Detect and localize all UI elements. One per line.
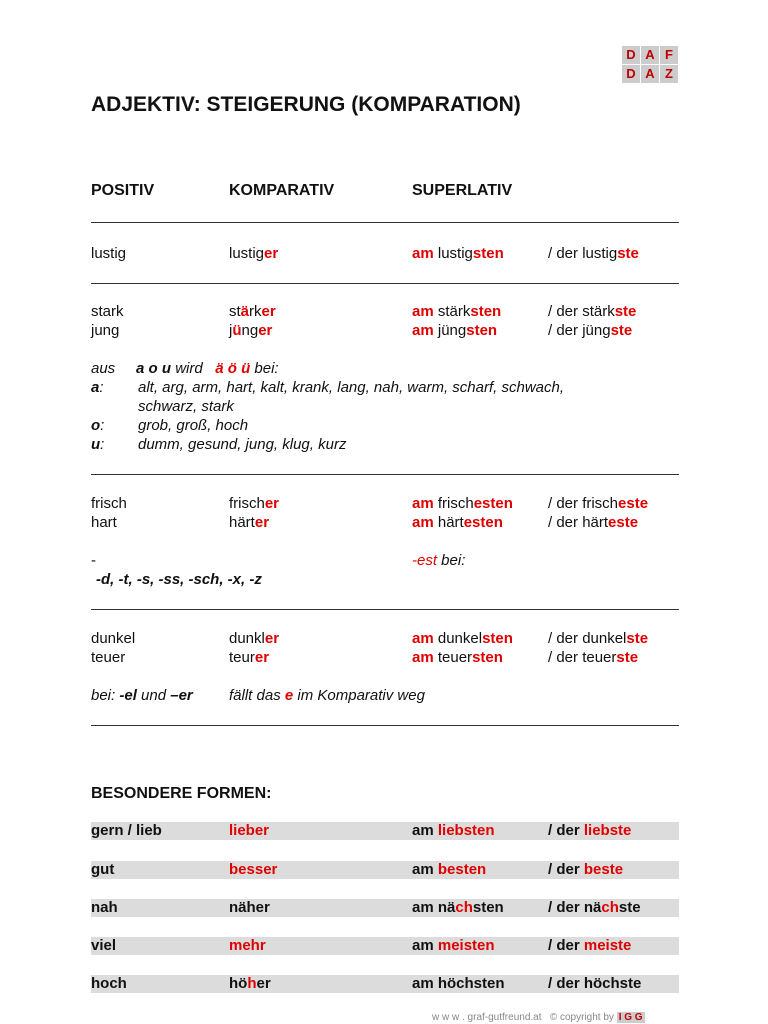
- umlaut-list-o: grob, groß, hoch: [138, 417, 249, 434]
- komparativ-staerker: stärker: [229, 303, 276, 320]
- form-komp-besser: besser: [229, 861, 278, 878]
- komparativ-lustiger: lustiger: [229, 245, 279, 262]
- superlativ-staerksten: am stärksten: [412, 303, 502, 320]
- umlaut-label-a: a:: [91, 379, 104, 396]
- form-pos-gern: gern / lieb: [91, 822, 162, 839]
- est-note: -est bei:: [412, 552, 466, 569]
- form-art-liebste: / der liebste: [548, 822, 632, 839]
- logo-letter: D: [622, 65, 640, 83]
- form-art-hoechste: / der höchste: [548, 975, 642, 992]
- logo-letter: D: [622, 46, 640, 64]
- footer-url[interactable]: w w w . graf-gutfreund.at: [432, 1012, 542, 1023]
- est-note-dash: -: [91, 552, 96, 569]
- superlativ-juengsten: am jüngsten: [412, 322, 498, 339]
- footer-copyright: © copyright by: [549, 1012, 614, 1023]
- umlaut-label-o: o:: [91, 417, 105, 434]
- form-art-meiste: / der meiste: [548, 937, 632, 954]
- dafdaz-logo: [622, 46, 678, 82]
- form-komp-hoeher: höher: [229, 975, 271, 992]
- superlativ-haertesten: am härtesten: [412, 514, 503, 531]
- article-staerkste: / der stärkste: [548, 303, 637, 320]
- est-endings: -d, -t, -s, -ss, -sch, -x, -z: [96, 571, 262, 588]
- article-dunkelste: / der dunkelste: [548, 630, 649, 647]
- form-sup-hoechsten: am höchsten: [412, 975, 505, 992]
- header-positiv: POSITIV: [91, 182, 155, 199]
- form-komp-lieber: lieber: [229, 822, 270, 839]
- header-komparativ: KOMPARATIV: [229, 182, 335, 199]
- form-sup-naechsten: am nächsten: [412, 899, 504, 916]
- logo-letter: A: [641, 65, 659, 83]
- divider: [91, 609, 679, 610]
- form-pos-nah: nah: [91, 899, 118, 916]
- form-pos-viel: viel: [91, 937, 117, 954]
- logo-letter: A: [641, 46, 659, 64]
- el-er-note-label: bei: -el und –er: [91, 687, 193, 704]
- komparativ-haerter: härter: [229, 514, 270, 531]
- positiv-frisch: frisch: [91, 495, 127, 512]
- footer: [432, 1012, 645, 1023]
- positiv-dunkel: dunkel: [91, 630, 136, 647]
- divider: [91, 283, 679, 284]
- positiv-stark: stark: [91, 303, 124, 320]
- superlativ-frischesten: am frischesten: [412, 495, 513, 512]
- header-superlativ: SUPERLATIV: [412, 182, 513, 199]
- page-title: ADJEKTIV: STEIGERUNG (KOMPARATION): [91, 93, 521, 116]
- el-er-note-text: fällt das e im Komparativ weg: [229, 687, 425, 704]
- form-sup-liebsten: am liebsten: [412, 822, 495, 839]
- article-juengste: / der jüngste: [548, 322, 633, 339]
- positiv-jung: jung: [91, 322, 120, 339]
- article-lustigste: / der lustigste: [548, 245, 639, 262]
- komparativ-teurer: teurer: [229, 649, 270, 666]
- form-pos-hoch: hoch: [91, 975, 127, 992]
- superlativ-teuersten: am teuersten: [412, 649, 503, 666]
- article-teuerste: / der teuerste: [548, 649, 639, 666]
- positiv-lustig: lustig: [91, 245, 127, 262]
- komparativ-dunkler: dunkler: [229, 630, 280, 647]
- article-frischeste: / der frischeste: [548, 495, 649, 512]
- article-haerteste: / der härteste: [548, 514, 639, 531]
- form-pos-gut: gut: [91, 861, 115, 878]
- umlaut-label-u: u:: [91, 436, 105, 453]
- umlaut-rule: aus a o u wird ä ö ü bei:: [91, 360, 279, 377]
- form-komp-naeher: näher: [229, 899, 270, 916]
- umlaut-list-u: dumm, gesund, jung, klug, kurz: [138, 436, 347, 453]
- form-komp-mehr: mehr: [229, 937, 266, 954]
- divider: [91, 222, 679, 223]
- divider: [91, 725, 679, 726]
- umlaut-list-a-cont: schwarz, stark: [138, 398, 234, 415]
- divider: [91, 474, 679, 475]
- superlativ-lustigsten: am lustigsten: [412, 245, 504, 262]
- form-art-beste: / der beste: [548, 861, 624, 878]
- komparativ-juenger: jünger: [229, 322, 273, 339]
- positiv-hart: hart: [91, 514, 117, 531]
- umlaut-list-a: alt, arg, arm, hart, kalt, krank, lang, nah, warm, scharf, schwach,: [138, 379, 564, 396]
- komparativ-frischer: frischer: [229, 495, 280, 512]
- logo-letter: Z: [660, 65, 678, 83]
- form-art-naechste: / der nächste: [548, 899, 641, 916]
- form-sup-meisten: am meisten: [412, 937, 495, 954]
- form-sup-besten: am besten: [412, 861, 487, 878]
- besondere-formen-title: BESONDERE FORMEN:: [91, 785, 272, 802]
- igg-logo: I G G: [618, 1012, 643, 1023]
- positiv-teuer: teuer: [91, 649, 126, 666]
- logo-letter: F: [660, 46, 678, 64]
- superlativ-dunkelsten: am dunkelsten: [412, 630, 513, 647]
